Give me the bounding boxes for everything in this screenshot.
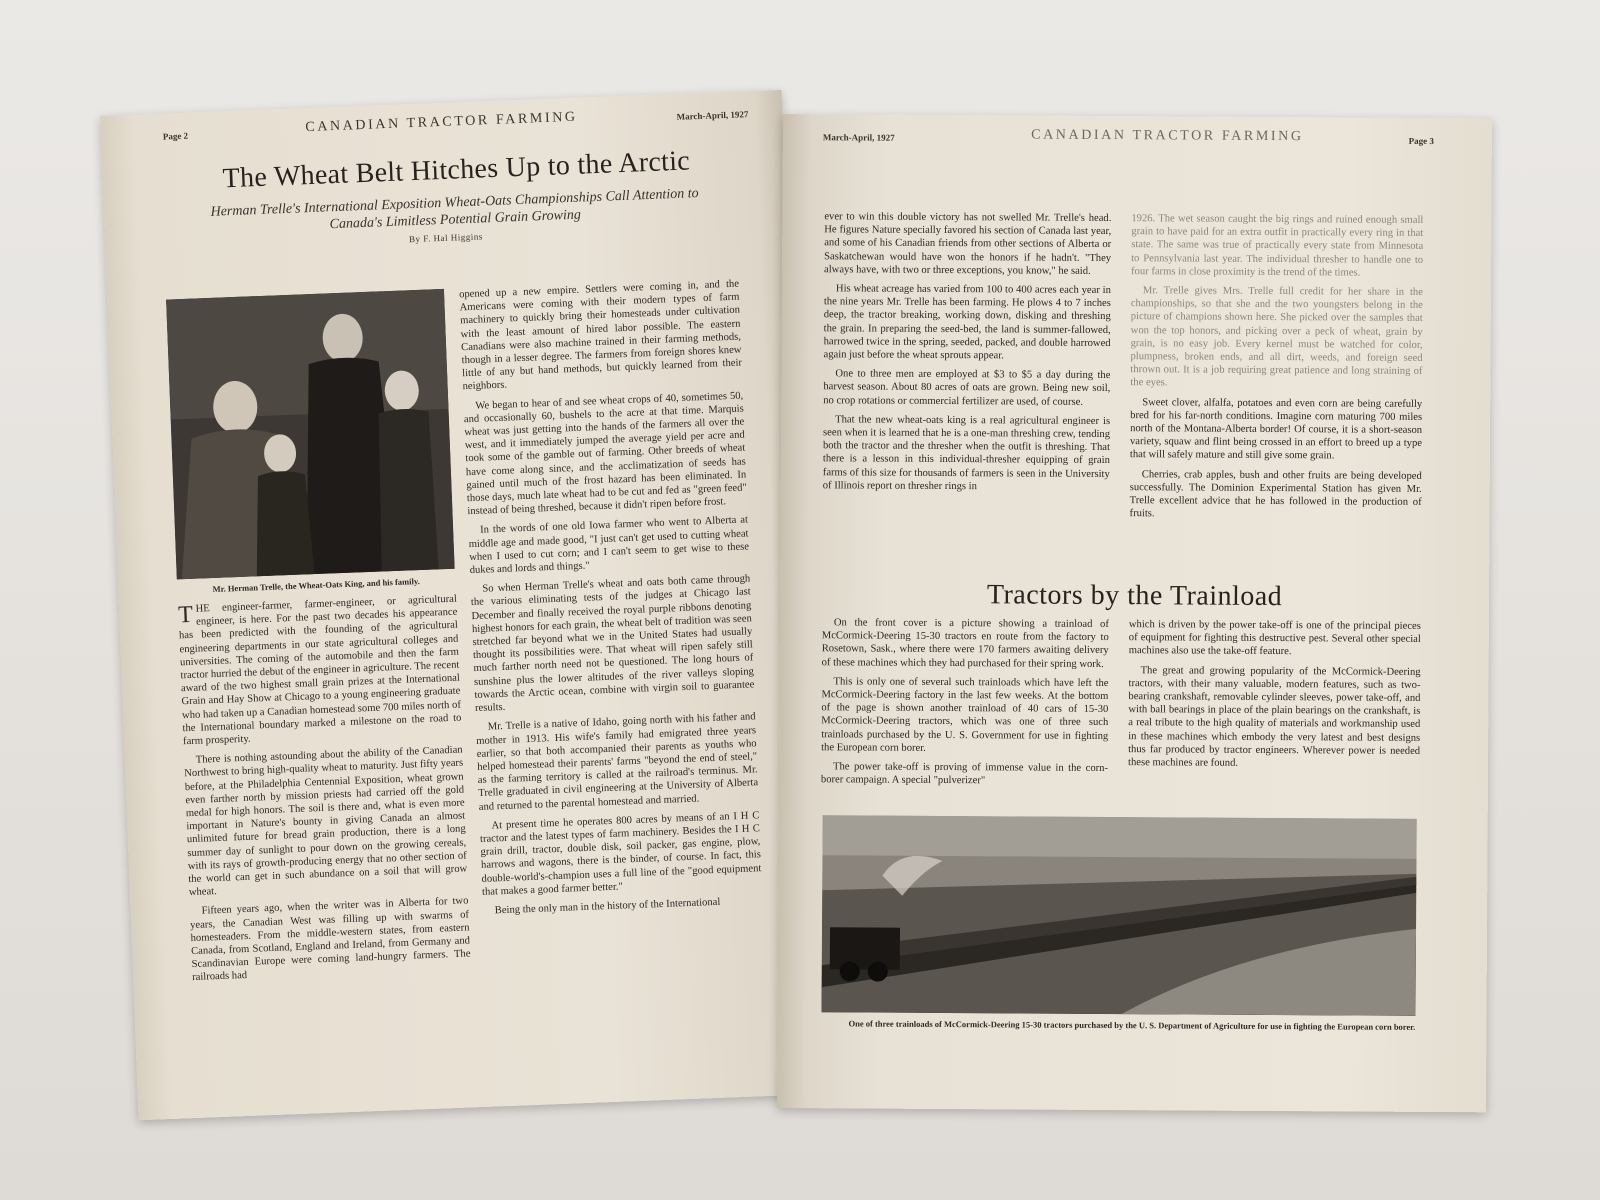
paragraph: So when Herman Trelle's wheat and oats both came through the various eliminating tests of the judges at Chicago last December and finally received the royal purple ribbons denoting highest honors for each grain, the wheat belt of tradition was seen stretched far beyond what we in the United States had usually thought its possibilities were. That wheat will ripen safely still much farther north need not be questioned. The long hours of sunshine plus the lower altitudes of the river valleys sloping towards the Arctic ocean, combine with virgin soil to guarantee results. (470, 573, 755, 715)
family-photo (166, 289, 455, 579)
left-issue-date: March-April, 1927 (676, 109, 749, 122)
trainload-column-1 (821, 616, 1109, 803)
second-article-headline: Tractors by the Trainload (986, 579, 1283, 613)
paragraph: ever to win this double victory has not swelled Mr. Trelle's head. He figures Nature specially favored his section of Canada last year, and some of his Canadian friends from other sections of Alberta or Saskatchewan would have won the honors if he hadn't. "They always have, with two or three exceptions, you know," he said. (824, 211, 1112, 277)
article-column-2 (459, 278, 768, 1048)
paragraph: There is nothing astounding about the ability of the Canadian Northwest to bring high-quality wheat to maturity. Just fifty years before, at the Philadelphia Centennial Exposition, wheat grown even farther north by mission priests had carried off the gold medal for high honors. The soil is there and, what is even more important in Nature's bounty in giving Canada an almost unlimited future for bread grain production, there is a long summer day of sunlight to pour down on the growing cereals, with its rays of growth-producing energy that no other section of the world can get in such abundance on a soil that will grow wheat. (184, 744, 468, 899)
paragraph: That the new wheat-oats king is a real agricultural engineer is seen when it is learned that he is a one-man threshing crew, tending both the tractor and the thresher when the outfit is threshing. That there is a lesson in this individual-thresher equipping of grain farms of this size for thousands of farmers is seen in the University of Illinois report on thresher rings in (822, 414, 1111, 493)
article-headline: The Wheat Belt Hitches Up to the Arctic (222, 145, 691, 195)
family-photo-caption: Mr. Herman Trelle, the Wheat-Oats King, and his family. (212, 576, 420, 595)
train-photo-caption: One of three trainloads of McCormick-Deering 15-30 tractors purchased by the U. S. Department of Agriculture for use in fighting the European corn borer. (848, 1018, 1416, 1032)
paragraph: THE engineer-farmer, farmer-engineer, or agricultural engineer, is here. For the past two decades his appearance has been predicted with the founding of the agricultural engineering departments in our state agricultural colleges and universities. The coming of the automobile and then the farm tractor hurried the debut of the engineer in agriculture. The recent award of the two highest small grain prizes at the International Grain and Hay Show at Chicago to a young engineering graduate who had taken up a Canadian homestead some 700 miles north of the International boundary marked a milestone on the road to farm prosperity. (177, 593, 462, 748)
right-magazine-title: CANADIAN TRACTOR FARMING (1031, 127, 1304, 145)
paragraph: One to three men are employed at $3 to $5 a day during the harvest season. About 80 acres of oats are grown. Being new soil, no crop rotations or commercial fertilizer are used, of course. (823, 368, 1111, 408)
article-subheadline: Herman Trelle's International Exposition Wheat-Oats Championships Call Attention to Canada's Limitless Potential Grain Growing (210, 186, 699, 233)
paragraph: Mr. Trelle gives Mrs. Trelle full credit for her share in the championships, so that she and the two youngsters belong in the picture of champions shown here. She picked over the samples that won the top honors, and picking over a peck of wheat, grain by grain, is no easy job. Every kernel must be watched for color, plumpness, broken ends, and all dirt, weeds, and foreign seed thrown out. It is a job requiring great patience and long straining of the eyes. (1130, 285, 1423, 389)
paragraph: This is only one of several such trainloads which have left the McCormick-Deering factory in the last few weeks. At the bottom of the page is shown another trainload of 40 cars of 15-30 McCormick-Deering tractors, which was one of three such trainloads purchased by the U. S. Government for use in fighting the European corn borer. (821, 676, 1109, 754)
right-page (777, 114, 1492, 1112)
paragraph: Mr. Trelle is a native of Idaho, going north with his father and mother in 1913. His wife's family had emigrated three years earlier, so that both accompanied their parents as youths who helped homestead their parents' farms "beyond the end of steel," as the farming territory is called at the railroad's terminus. Mr. Trelle graduated in civil engineering at the University of Alberta and returned to the parental homestead and married. (476, 711, 759, 813)
article-column-4 (1129, 212, 1423, 574)
article-byline: By F. Hal Higgins (408, 231, 483, 245)
paragraph: In the words of one old Iowa farmer who went to Alberta at middle age and made good, "I just can't get used to cutting wheat when I used to cut corn; and I can't seem to get wise to these dukes and lords and things." (468, 514, 750, 577)
train-photo (822, 815, 1417, 1016)
left-magazine-title: CANADIAN TRACTOR FARMING (305, 109, 578, 136)
article-column-3 (822, 210, 1111, 572)
left-page (100, 90, 820, 1120)
paragraph: The great and growing popularity of the McCormick-Deering tractors, with their many valuable, modern features, such as two-bearing crankshaft, removable cylinder sleeves, power take-off, and with ball bearings in place of the plain bearings on the crankshaft, is a real tribute to the high quality of materials and workmanship used in these machines which embody the very latest and best designs thus far produced by tractor engineers. Wherever power is needed these machines are found. (1128, 664, 1421, 769)
paragraph: which is driven by the power take-off is one of the principal pieces of equipment for fighting this destructive pest. Several other special machines also use the take-off feature. (1128, 619, 1421, 658)
right-issue-date: March-April, 1927 (822, 132, 895, 143)
right-running-head (783, 114, 1492, 158)
article-column-1 (178, 593, 474, 1043)
left-page-number: Page 2 (162, 130, 189, 142)
trainload-column-2 (1128, 618, 1421, 805)
paragraph: The power take-off is proving of immense value in the corn-borer campaign. A special "pulverizer" (820, 761, 1109, 787)
paragraph: Cherries, crab apples, bush and other fruits are being developed successfully. The Dominion Experimental Station has given Mr. Trelle excellent advice that he has followed in the production of fruits. (1129, 468, 1422, 520)
paragraph: At present time he operates 800 acres by means of an I H C tractor and the latest types of farm machinery. Besides the I H C grain drill, tractor, double disk, soil packer, gas engine, plow, harrows and wagons, there is the binder, of course. In fact, this double-world's-champion uses a full line of the "good equipment that makes a good farmer better." (479, 809, 762, 898)
paragraph: On the front cover is a picture showing a trainload of McCormick-Deering 15-30 tractors en route from the factory to Rosetown, Sask., where there were 170 farmers awaiting delivery of these machines which they had purchased for their spring work. (821, 617, 1109, 670)
right-page-number: Page 3 (1408, 135, 1434, 146)
paragraph: Sweet clover, alfalfa, potatoes and even corn are being carefully bred for his far-north conditions. Imagine corn maturing 700 miles north of the Montana-Alberta border! Of course, it is a short-season variety, squaw and flint being crossed in an effort to breed up a type that will safely mature and still give some grain. (1129, 396, 1423, 462)
paragraph: 1926. The wet season caught the big rings and ruined enough small grain to have paid for an extra outfit in practically every ring in that state. The same was true of practically every state from Minnesota to Pennsylvania last year. The individual thresher to handle one to four farms in close proximity is the trend of the times. (1131, 213, 1424, 279)
paragraph: His wheat acreage has varied from 100 to 400 acres each year in the nine years Mr. Trelle has been farming. He plows 4 to 7 inches deep, the tractor breaking, working down, disking and threshing the grain. In preparing the seed-bed, the land is summer-fallowed, harrowed twice in the spring, seeded, packed, and double harrowed again just before the wheat sprouts appear. (823, 283, 1111, 362)
paragraph: We began to hear of and see wheat crops of 40, sometimes 50, and occasionally 60, bushels to the acre at that time. Marquis wheat was just getting into the hands of the farmers all over the west, and it immediately jumped the average yield per acre and took some of the gamble out of farming. Other breeds of wheat have come along since, and the acclimatization of seeds has gained until much of the frost hazard has been eliminated. In those days, much late wheat had to be cut and fed as "green feed" instead of being threshed, because it didn't ripen before frost. (463, 390, 747, 518)
paragraph: Fifteen years ago, when the writer was in Alberta for two years, the Canadian West was filling up with swarms of homesteaders. From the middle-western states, from eastern Canada, from Scotland, England and Ireland, from Germany and Scandinavian Europe were coming land-hungry farmers. The railroads had (189, 895, 471, 984)
paragraph: Being the only man in the history of the International (494, 896, 721, 917)
paragraph: opened up a new empire. Settlers were coming in, and the Americans were coming with their modern types of farm machinery to quickly bring their homesteads under cultivation with the least amount of hired labor possible. The eastern Canadians were also machine trained in their farming methods, though in a lesser degree. The farmers from foreign shores knew little of any but hand methods, but quickly learned from their neighbors. (458, 278, 743, 393)
